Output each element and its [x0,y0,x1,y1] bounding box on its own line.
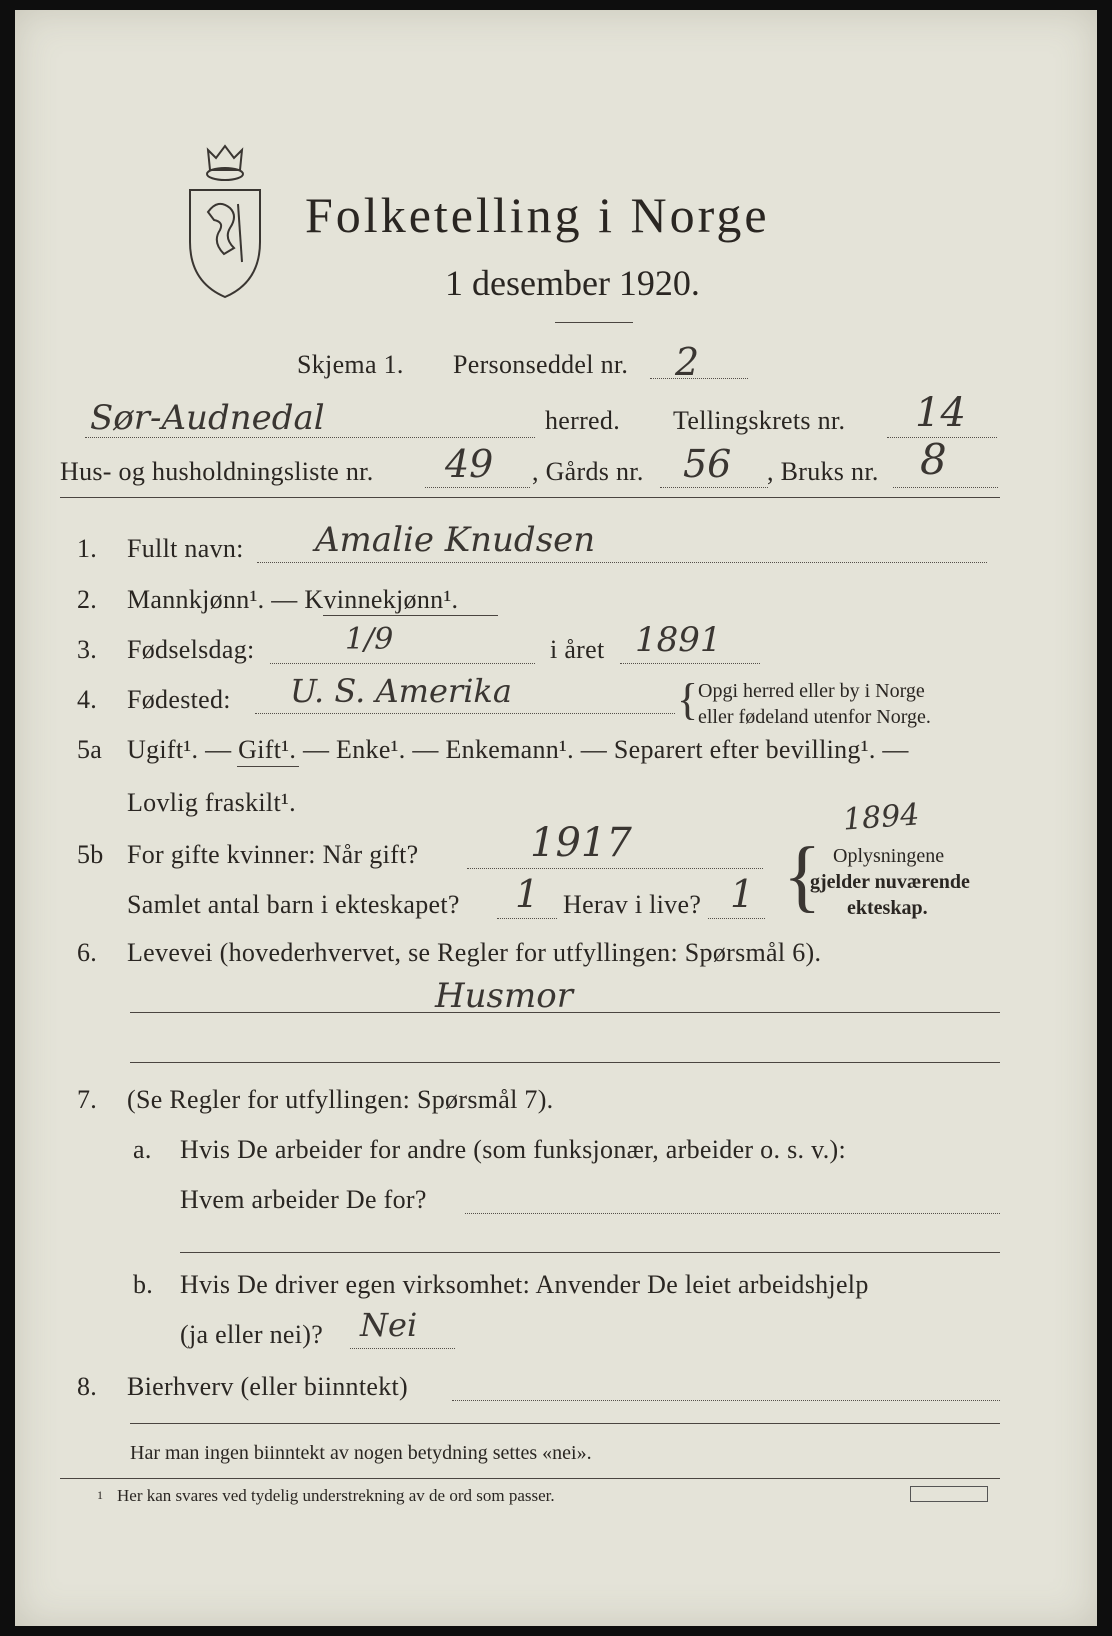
q8-number: 8. [77,1372,98,1401]
form-title: Folketelling i Norge [305,187,770,243]
q5b-alive-value: 1 [730,872,755,916]
q4-note-1: Opgi herred eller by i Norge [698,680,925,702]
q5b-note-2: gjelder nuværende [810,871,970,893]
footnote-mark: 1 [97,1488,103,1502]
q6-number: 6. [77,938,98,967]
q5b-label: For gifte kvinner: Når gift? [127,840,419,869]
q5b-alive-label: Herav i live? [563,890,702,919]
tellingskrets-value: 14 [915,390,966,436]
gards-line [660,487,768,488]
q1-value: Amalie Knudsen [315,520,596,560]
q7-number: 7. [77,1085,98,1114]
q4-value: U. S. Amerika [290,672,512,710]
q3-number: 3. [77,635,98,664]
gards-value: 56 [683,442,732,486]
q2-label: Mannkjønn¹. — Kvinnekjønn¹. [127,585,459,614]
q5a-underline [237,766,299,767]
q1-label: Fullt navn: [127,534,244,563]
personseddel-label: Personseddel nr. [453,350,629,379]
q7a-label-2: Hvem arbeider De for? [180,1185,427,1214]
husliste-label: Hus- og husholdningsliste nr. [60,457,374,486]
q6-line-2 [130,1062,1000,1063]
census-date: 1 desember 1920. [445,263,700,303]
q4-bracket: { [677,675,699,724]
q5b-line [467,868,763,869]
q5b-note-3: ekteskap. [847,897,928,919]
q5b-children-value: 1 [515,872,540,916]
q8-label: Bierhverv (eller biinntekt) [127,1372,408,1401]
q3-year-value: 1891 [635,620,722,660]
q5b-children-line [497,918,557,919]
q7b-line [350,1348,455,1349]
footer-divider [130,1423,1000,1424]
q7a-label: Hvis De arbeider for andre (som funksjonær, arbeider o. s. v.): [180,1135,846,1164]
q3-value: 1/9 [345,622,394,657]
herred-label: herred. [545,406,620,435]
q6-line-1 [130,1012,1000,1013]
q5b-children-label: Samlet antal barn i ekteskapet? [127,890,460,919]
bruks-value: 8 [920,435,947,484]
q5b-bracket: { [783,832,822,920]
q4-number: 4. [77,685,98,714]
q5b-value: 1917 [530,820,632,866]
q4-label: Fødested: [127,685,231,714]
husliste-line [425,487,530,488]
q7b-letter: b. [133,1270,154,1299]
q4-line [255,713,675,714]
header-divider [60,497,1000,498]
q1-line [257,562,987,563]
census-form-page [15,10,1097,1626]
skjema-label: Skjema 1. [297,350,404,379]
q7b-label: Hvis De driver egen virksomhet: Anvender De leiet arbeidshjelp [180,1270,869,1299]
q7b-label-2: (ja eller nei)? [180,1320,324,1349]
tellingskrets-label: Tellingskrets nr. [673,406,846,435]
q3-year-label: i året [550,635,605,664]
printer-stamp [910,1486,988,1502]
husliste-value: 49 [445,442,494,486]
bruks-label: , Bruks nr. [767,457,879,486]
bruks-line [893,487,998,488]
q7b-value: Nei [360,1306,418,1344]
title-divider [555,322,633,323]
q3-year-line [620,663,760,664]
q3-label: Fødselsdag: [127,635,255,664]
q5a-label-2: Lovlig fraskilt¹. [127,788,296,817]
q5b-extra-year: 1894 [841,797,921,838]
q7-label: (Se Regler for utfyllingen: Spørsmål 7). [127,1085,554,1114]
coat-of-arms-icon [180,142,270,302]
q4-note-2: eller fødeland utenfor Norge. [698,706,931,728]
q5a-number: 5a [77,735,103,764]
q6-label: Levevei (hovederhvervet, se Regler for utfyllingen: Spørsmål 6). [127,938,822,967]
q6-value: Husmor [435,976,573,1016]
herred-value: Sør-Audnedal [90,398,325,438]
q2-number: 2. [77,585,98,614]
q7a-letter: a. [133,1135,152,1164]
footnote-text: Her kan svares ved tydelig understrekning av de ord som passer. [117,1486,555,1505]
q5b-number: 5b [77,840,104,869]
q7a-line-1 [465,1213,1000,1214]
q7a-line-2 [180,1252,1000,1253]
q1-number: 1. [77,534,98,563]
q2-underline [323,615,498,616]
q8-line [452,1400,1000,1401]
footer-note: Har man ingen biinntekt av nogen betydning settes «nei». [130,1442,592,1464]
gards-label: , Gårds nr. [532,457,644,486]
q5b-alive-line [708,918,765,919]
footnote-divider [60,1478,1000,1479]
q5a-label: Ugift¹. — Gift¹. — Enke¹. — Enkemann¹. — Separert efter bevilling¹. — [127,735,909,764]
q5b-note-1: Oplysningene [833,845,945,867]
personseddel-value: 2 [675,340,700,384]
q3-line [270,663,535,664]
